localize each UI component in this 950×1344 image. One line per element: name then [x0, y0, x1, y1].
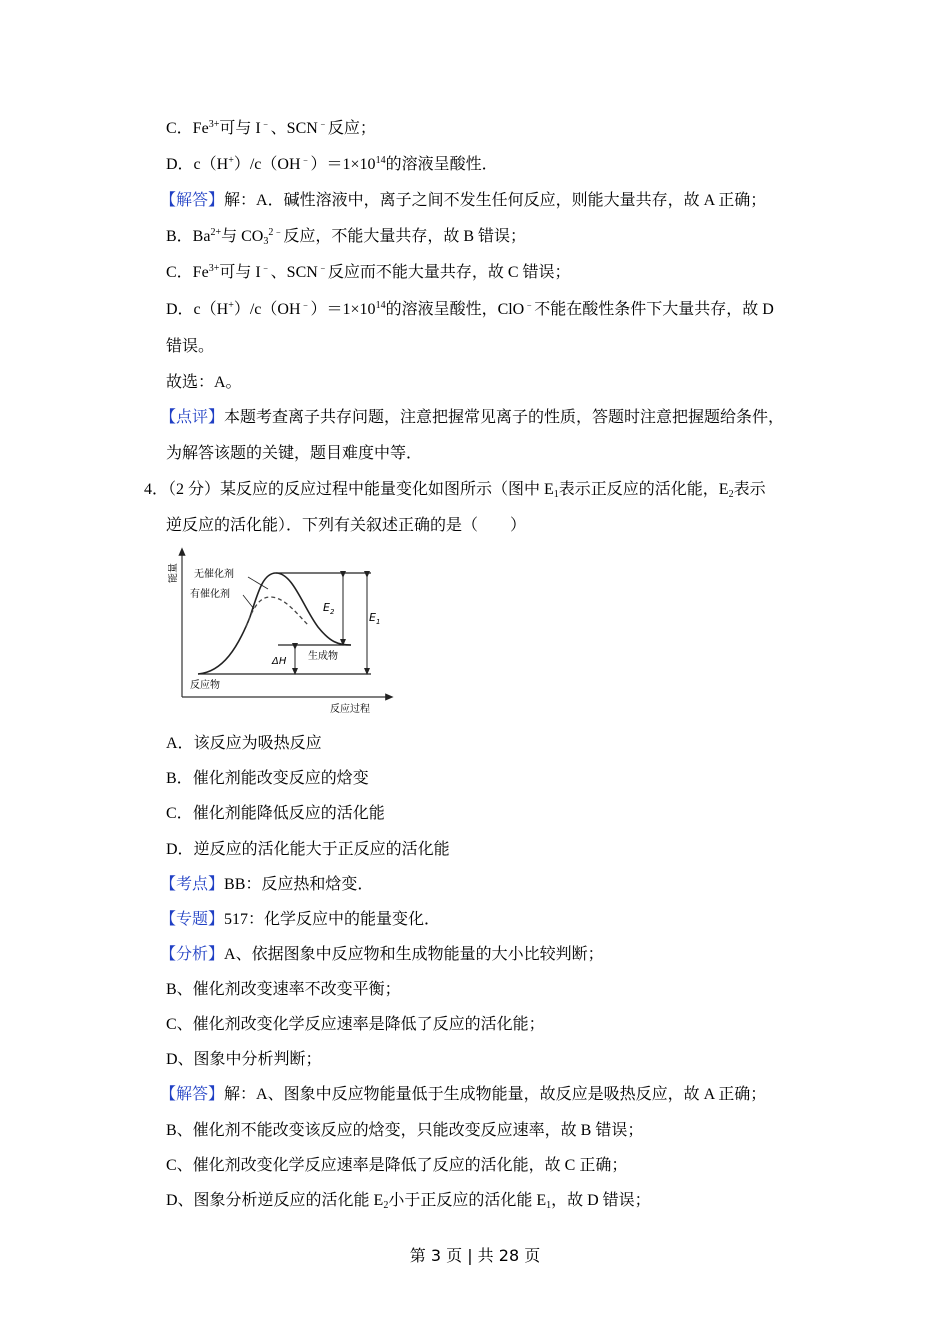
prev-option-c: C．$Fe^{3+}$可与 I﹣、SCN﹣反应；	[166, 119, 376, 137]
prev-answer-line-d: D．$c(H^+)/c(OH^﹣)=1\times 10^{14}$的溶液呈酸性，ClO﹣不能在酸性条件下大量共存，故 D	[166, 300, 774, 318]
kaodian-tag: 【考点】	[160, 876, 225, 893]
fenxi-line-b: B、催化剂改变速率不改变平衡；	[166, 981, 401, 998]
jieda-line-a: 【解答】解：A、图象中反应物能量低于生成物能量，故反应是吸热反应，故 A 正确；	[160, 1086, 767, 1103]
prev-answer-line-b: B．$Ba^{2+}$与 $CO_3^{2﹣}$反应，不能大量共存，故 B 错误；	[166, 227, 527, 247]
prev-answer-line-d-cont: 错误。	[166, 338, 215, 355]
fenxi-line-d: D、图象中分析判断；	[166, 1051, 322, 1068]
fenxi-line-c: C、催化剂改变化学反应速率是降低了反应的活化能；	[166, 1016, 545, 1033]
answer-tag: 【解答】	[160, 192, 225, 209]
e2-label: $E_2$	[323, 601, 335, 616]
energy-diagram	[168, 547, 398, 719]
kaodian: 【考点】BB：反应热和焓变．	[160, 876, 374, 893]
fenxi-line-a: 【分析】A、依据图象中反应物和生成物能量的大小比较判断；	[160, 946, 604, 963]
reactant-label: 反应物	[190, 680, 220, 691]
jieda-line-b: B、催化剂不能改变该反应的焓变，只能改变反应速率，故 B 错误；	[166, 1122, 644, 1139]
jieda-line-d: D、图象分析逆反应的活化能 $E_2$小于正反应的活化能 $E_1$，故 D 错误；	[166, 1192, 651, 1211]
option-a: A．该反应为吸热反应	[166, 735, 322, 752]
prev-answer-line-c: C．$Fe^{3+}$可与 I﹣、SCN﹣反应而不能大量共存，故 C 错误；	[166, 263, 571, 281]
product-label: 生成物	[308, 651, 338, 662]
prev-option-d: D．$c(H^+)/c(OH^﹣)=1\times 10^{14}$的溶液呈酸性．	[166, 155, 498, 173]
prev-answer-line-a: 【解答】解：A．碱性溶液中，离子之间不发生任何反应，则能大量共存，故 A 正确；	[160, 192, 767, 209]
page-footer: 第 3 页 | 共 28 页	[409, 1246, 541, 1265]
option-d: D．逆反应的活化能大于正反应的活化能	[166, 841, 450, 858]
no-catalyst-label: 无催化剂	[194, 569, 234, 580]
prev-comment-line1: 【点评】本题考查离子共存问题，注意把握常见离子的性质，答题时注意把握题给条件，	[160, 409, 785, 426]
question-number: 4．	[144, 481, 169, 498]
jieda-line-c: C、催化剂改变化学反应速率是降低了反应的活化能，故 C 正确；	[166, 1157, 628, 1174]
question4-stem-line1: 4．（2 分）某反应的反应过程中能量变化如图所示（图中 $E_1$表示正反应的活化能，$E_2$表示	[144, 481, 766, 500]
jieda-tag: 【解答】	[160, 1086, 225, 1103]
catalyst-label: 有催化剂	[190, 589, 230, 600]
prev-comment-line2: 为解答该题的关键，题目难度中等．	[166, 445, 423, 462]
zhuanti-tag: 【专题】	[160, 911, 225, 928]
zhuanti: 【专题】517：化学反应中的能量变化．	[160, 911, 441, 928]
prev-answer-choice: 故选：A。	[166, 374, 242, 391]
y-axis-label: 能量	[168, 563, 179, 583]
option-b: B．催化剂能改变反应的焓变	[166, 770, 369, 787]
delta-h-label: ΔH	[272, 656, 287, 667]
e1-label: $E_1$	[369, 611, 381, 626]
comment-tag: 【点评】	[160, 409, 225, 426]
fenxi-tag: 【分析】	[160, 946, 225, 963]
question4-stem-line2: 逆反应的活化能）．下列有关叙述正确的是（ ）	[166, 517, 527, 534]
x-axis-label: 反应过程	[330, 704, 370, 715]
option-c: C．催化剂能降低反应的活化能	[166, 805, 385, 822]
